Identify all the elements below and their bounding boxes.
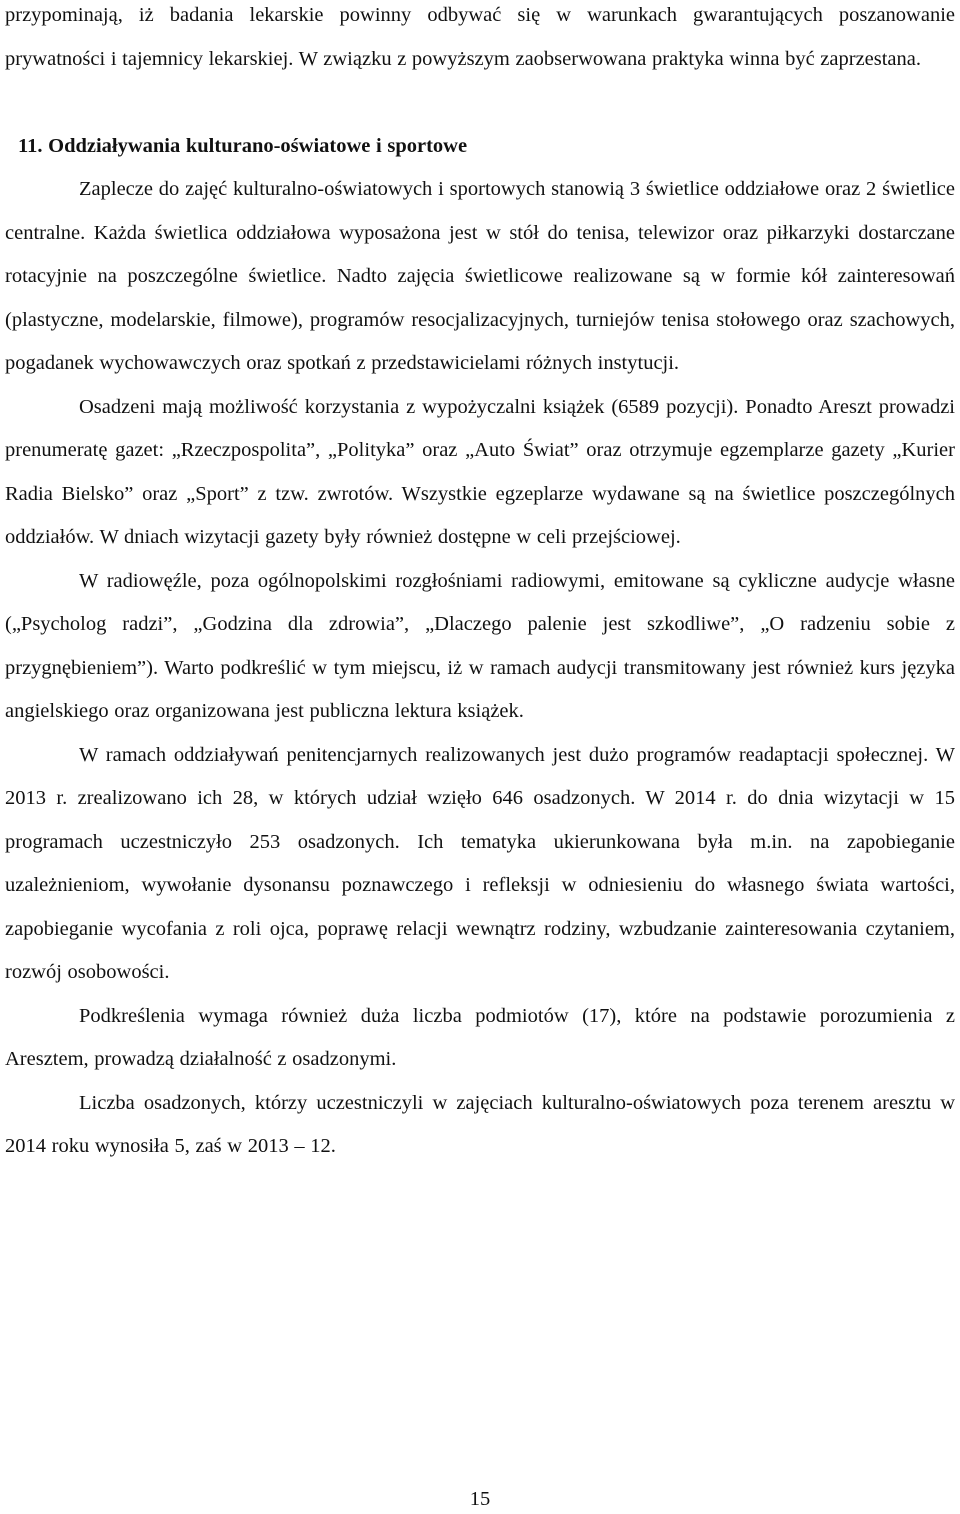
page-number: 15	[469, 1488, 491, 1510]
paragraph-radio: W radiowęźle, poza ogólnopolskimi rozgłośniami radiowymi, emitowane są cykliczne audycje własne („Psycholog radzi”, „Godzina dla zdrowia”, „Dlaczego palenie jest szkodliwe”, „O radzeniu sobie z przygnębieniem”). Warto podkreślić w tym miejscu, iż w ramach audycji transmitowany jest również kurs języka angielskiego oraz organizowana jest publiczna lektura książek.	[5, 569, 955, 722]
section-spacer	[5, 81, 955, 125]
paragraph-partners: Podkreślenia wymaga również duża liczba podmiotów (17), które na podstawie porozumienia z Aresztem, prowadzą działalność z osadzonymi.	[5, 1004, 955, 1070]
section-heading: 11. Oddziaływania kulturano-oświatowe i sportowe	[18, 134, 468, 157]
document-body	[5, 0, 955, 1169]
intro-paragraph: przypominają, iż badania lekarskie powinny odbywać się w warunkach gwarantujących poszanowanie prywatności i tajemnicy lekarskiej. W związku z powyższym zaobserwowana praktyka winna być zaprzestana.	[5, 4, 955, 70]
paragraph-programs: W ramach oddziaływań penitencjarnych realizowanych jest dużo programów readaptacji społecznej. W 2013 r. zrealizowano ich 28, w których udział wzięło 646 osadzonych. W 2014 r. do dnia wizytacji w 15 programach uczestniczyło 253 osadzonych. Ich tematyka ukierunkowana była m.in. na zapobieganie uzależnieniom, wywołanie dysonansu poznawczego i refleksji w odniesieniu do własnego świata wartości, zapobieganie wycofania z roli ojca, poprawę relacji wewnątrz rodziny, wzbudzanie zainteresowania czytaniem, rozwój osobowości.	[5, 743, 955, 983]
paragraph-outside-activities: Liczba osadzonych, którzy uczestniczyli w zajęciach kulturalno-oświatowych poza terenem aresztu w 2014 roku wynosiła 5, zaś w 2013 – 12.	[5, 1091, 955, 1157]
paragraph-library: Osadzeni mają możliwość korzystania z wypożyczalni książek (6589 pozycji). Ponadto Areszt prowadzi prenumeratę gazet: „Rzeczpospolita”, „Polityka” oraz „Auto Świat” oraz otrzymuje egzemplarze gazety „Kurier Radia Bielsko” oraz „Sport” z tzw. zwrotów. Wszystkie egzeplarze wydawane są na świetlice poszczególnych oddziałów. W dniach wizytacji gazety były również dostępne w celi przejściowej.	[5, 395, 955, 548]
paragraph-facilities: Zaplecze do zajęć kulturalno-oświatowych i sportowych stanowią 3 świetlice oddziałowe oraz 2 świetlice centralne. Każda świetlica oddziałowa wyposażona jest w stół do tenisa, telewizor oraz piłkarzyki dostarczane rotacyjnie na poszczególne świetlice. Nadto zajęcia świetlicowe realizowane są w formie kół zainteresowań (plastyczne, modelarskie, filmowe), programów resocjalizacyjnych, turniejów tenisa stołowego oraz szachowych, pogadanek wychowawczych oraz spotkań z przedstawicielami różnych instytucji.	[5, 178, 955, 374]
